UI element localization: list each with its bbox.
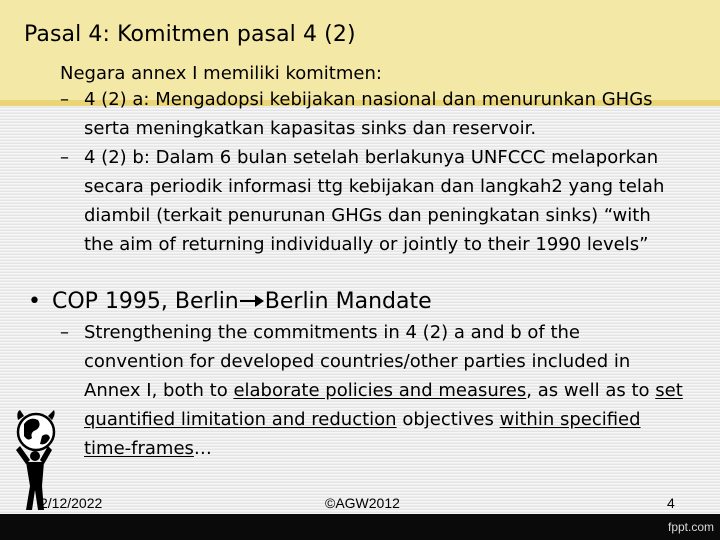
underlined-text-3: within specified time-frames [84, 409, 641, 459]
sub-item-text [84, 318, 684, 463]
bullet-text-after: Berlin Mandate [264, 289, 432, 314]
bullet-text [52, 286, 432, 318]
right-arrow-icon [239, 286, 265, 318]
slide-title: Pasal 4: Komitmen pasal 4 (2) [24, 22, 356, 47]
underlined-text-1: elaborate policies and measures [233, 380, 527, 401]
sub-item-text: 4 (2) a: Mengadopsi kebijakan nasional dan menurunkan GHGs serta meningkatkan kapasitas sinks dan reservoir. [84, 89, 653, 139]
sub-item-text: 4 (2) b: Dalam 6 bulan setelah berlakunya UNFCCC melaporkan secara periodik informasi ttg kebijakan dan langkah2 yang telah diambil (terkait penurunan GHGs dan peningkatan sinks) “with the aim of returning individually or jointly to their 1990 levels” [84, 147, 665, 255]
text-part-2: , as well as to [526, 380, 656, 401]
footer-copyright: ©AGW2012 [325, 495, 400, 511]
watermark: fppt.com [668, 520, 715, 534]
page-number: 4 [667, 495, 675, 511]
footer-bar [0, 514, 720, 540]
underlined-text-2: set quantified limitation and reduction [84, 380, 683, 430]
text-part-1: Strengthening the commitments in 4 (2) a and b of the convention for developed countries/other parties included in Annex I, both to [84, 322, 631, 401]
text-part-3: objectives [396, 409, 500, 430]
text-part-4: … [193, 438, 212, 459]
bullet-text-before: COP 1995, Berlin [52, 289, 239, 314]
dash-marker: – [60, 147, 69, 168]
dash-marker: – [60, 89, 69, 110]
intro-text: Negara annex I memiliki komitmen: [60, 63, 382, 84]
footer-date: 2/12/2022 [40, 495, 103, 511]
dash-marker: – [60, 322, 69, 343]
bullet-marker: • [28, 289, 41, 314]
